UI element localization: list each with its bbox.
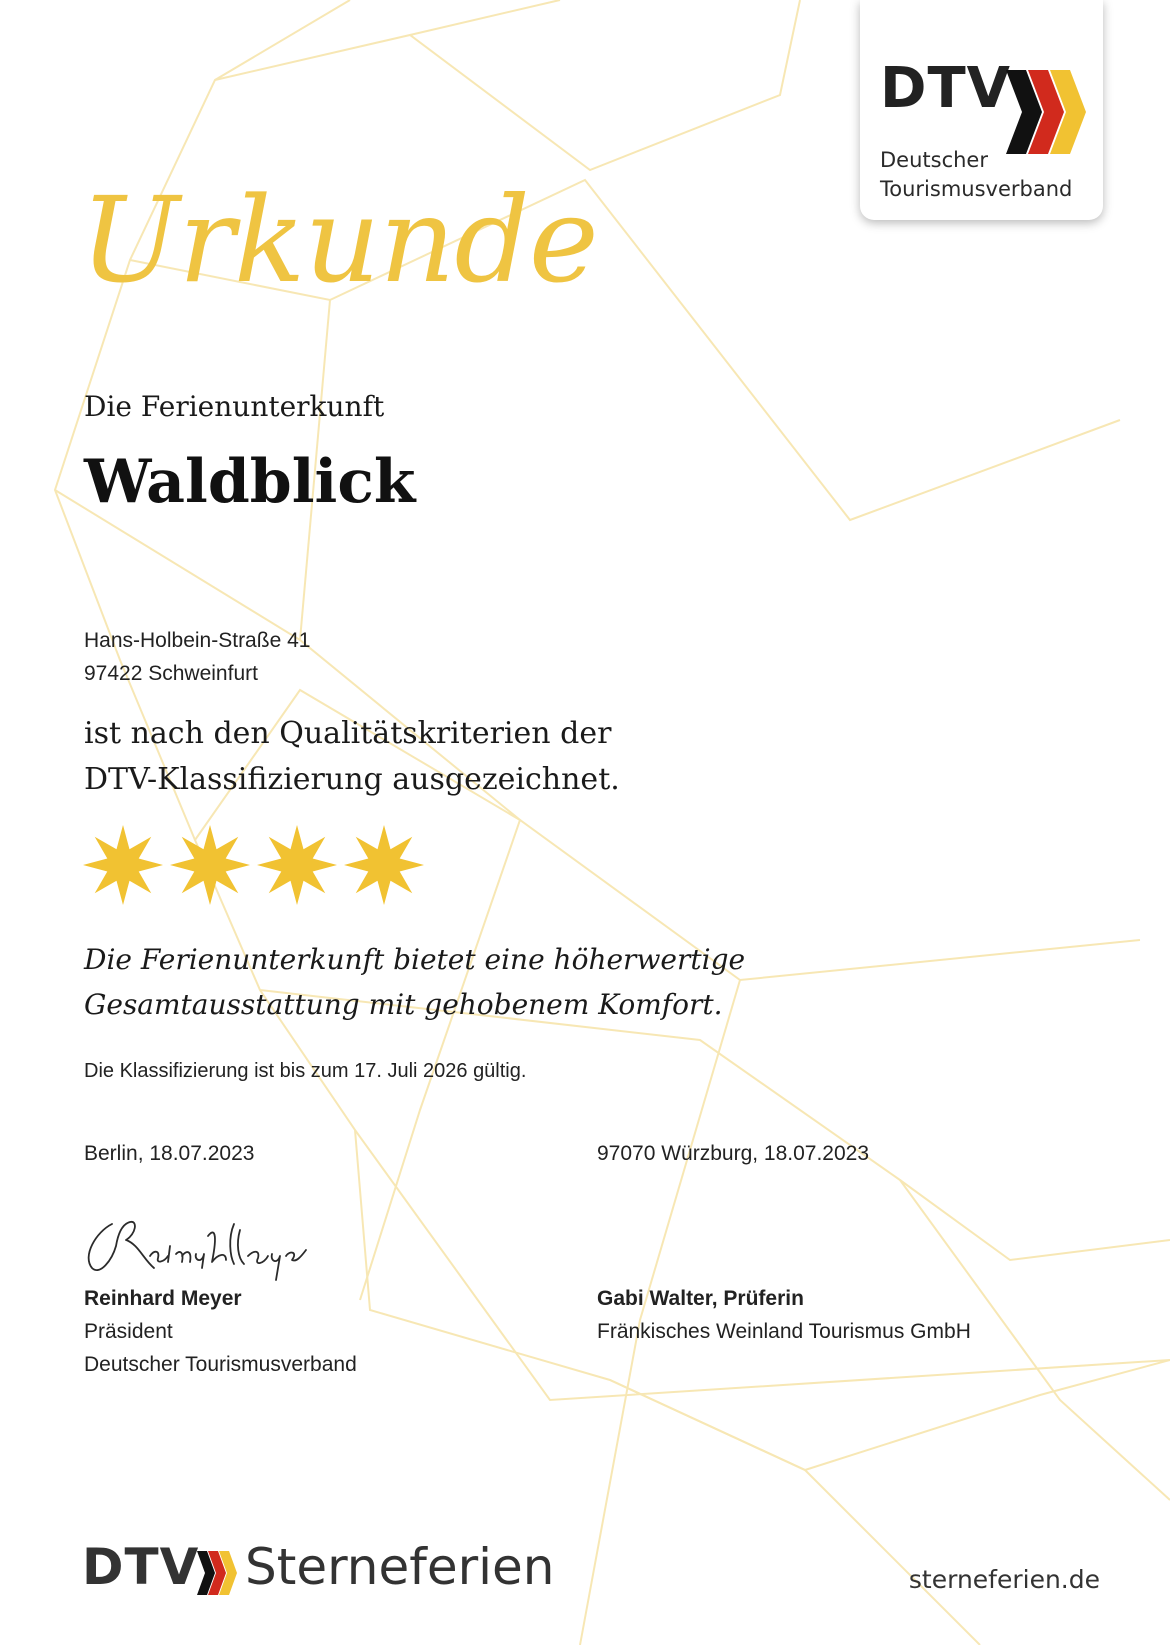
classification-statement bbox=[84, 711, 620, 803]
right-place-date: 97070 Würzburg, 18.07.2023 bbox=[597, 1142, 870, 1165]
star-icon bbox=[344, 825, 424, 905]
left-place-date: Berlin, 18.07.2023 bbox=[84, 1142, 255, 1165]
property-intro: Die Ferienunterkunft bbox=[84, 390, 385, 423]
right-signatory bbox=[597, 1282, 971, 1348]
footer-website-link[interactable]: sterneferien.de bbox=[908, 1565, 1100, 1594]
address-city: 97422 Schweinfurt bbox=[84, 662, 258, 685]
star-icon bbox=[257, 825, 337, 905]
footer-chevrons-icon bbox=[195, 1547, 241, 1599]
certificate-title: Urkunde bbox=[80, 171, 598, 309]
star-rating bbox=[82, 822, 442, 912]
handwritten-signature bbox=[78, 1210, 328, 1285]
signatory-name: Reinhard Meyer bbox=[84, 1287, 242, 1310]
dtv-logo-card bbox=[860, 0, 1103, 220]
statement-line2: DTV-Klassifizierung ausgezeichnet. bbox=[84, 762, 620, 797]
star-icon bbox=[83, 825, 163, 905]
logo-subtitle-line2: Tourismusverband bbox=[880, 177, 1073, 201]
description-line2: Gesamtausstattung mit gehobenem Komfort. bbox=[84, 988, 723, 1021]
signatory-role: Präsident bbox=[84, 1320, 173, 1343]
footer-brand-prefix: DTV bbox=[82, 1538, 200, 1596]
left-signatory bbox=[84, 1282, 357, 1381]
logo-subtitle-line1: Deutscher bbox=[880, 148, 988, 172]
signatory-organization: Fränkisches Weinland Tourismus GmbH bbox=[597, 1320, 971, 1343]
validity-note: Die Klassifizierung ist bis zum 17. Juli 2026 gültig. bbox=[84, 1060, 527, 1082]
description-line1: Die Ferienunterkunft bietet eine höherwertige bbox=[84, 943, 746, 976]
signatory-name: Gabi Walter, Prüferin bbox=[597, 1287, 804, 1310]
star-icon bbox=[170, 825, 250, 905]
statement-line1: ist nach den Qualitätskriterien der bbox=[84, 716, 612, 751]
classification-description bbox=[84, 937, 745, 1027]
property-address bbox=[84, 624, 310, 690]
address-street: Hans-Holbein-Straße 41 bbox=[84, 629, 311, 652]
logo-subtitle bbox=[880, 146, 1072, 204]
footer-brand-name: Sterneferien bbox=[245, 1538, 555, 1596]
logo-brand-text: DTV bbox=[880, 56, 1012, 121]
property-name: Waldblick bbox=[84, 447, 416, 517]
signatory-organization: Deutscher Tourismusverband bbox=[84, 1353, 357, 1376]
